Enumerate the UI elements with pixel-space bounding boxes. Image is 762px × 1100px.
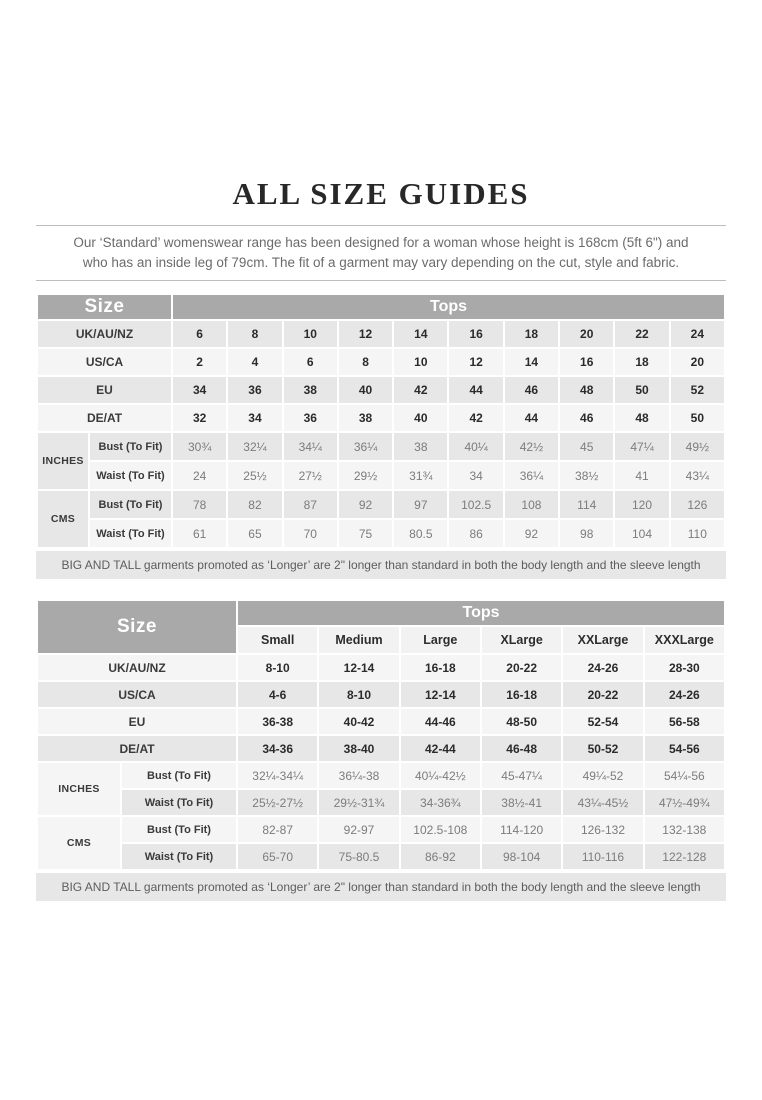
- size-value-cell: 24-26: [562, 654, 643, 681]
- size-value-cell: 42: [448, 404, 503, 432]
- size-value-cell: 28-30: [644, 654, 725, 681]
- size-value-cell: 56-58: [644, 708, 725, 735]
- measure-value-cell: 27½: [283, 461, 338, 490]
- size-value-cell: 46: [559, 404, 614, 432]
- measure-value-cell: 92: [338, 490, 393, 519]
- size-value-cell: 36: [283, 404, 338, 432]
- size-value-cell: 40-42: [318, 708, 399, 735]
- measure-label-cell: Bust (To Fit): [121, 816, 237, 843]
- size-tables: [36, 293, 726, 901]
- measure-value-cell: 43¼-45½: [562, 789, 643, 816]
- page-title: ALL SIZE GUIDES: [232, 176, 530, 211]
- measure-value-cell: 92: [504, 519, 559, 548]
- size-value-cell: 50: [614, 376, 669, 404]
- measure-value-cell: 42½: [504, 432, 559, 461]
- measure-value-cell: 92-97: [318, 816, 399, 843]
- measure-value-cell: 87: [283, 490, 338, 519]
- size-value-cell: 16: [559, 348, 614, 376]
- measure-value-cell: 25½: [227, 461, 282, 490]
- size-value-cell: 44-46: [400, 708, 481, 735]
- measure-value-cell: 34: [448, 461, 503, 490]
- column-header: XLarge: [481, 626, 562, 654]
- size-value-cell: 50: [670, 404, 725, 432]
- size-value-cell: 16-18: [400, 654, 481, 681]
- size-value-cell: 6: [283, 348, 338, 376]
- size-value-cell: 38: [283, 376, 338, 404]
- size-value-cell: 20-22: [562, 681, 643, 708]
- size-value-cell: 40: [338, 376, 393, 404]
- measure-value-cell: 61: [172, 519, 227, 548]
- size-value-cell: 10: [283, 320, 338, 348]
- size-value-cell: 32: [172, 404, 227, 432]
- measure-value-cell: 126: [670, 490, 725, 519]
- size-value-cell: 18: [504, 320, 559, 348]
- measure-value-cell: 54¼-56: [644, 762, 725, 789]
- measure-value-cell: 82: [227, 490, 282, 519]
- big-and-tall-note: BIG AND TALL garments promoted as ‘Longer’ are 2" longer than standard in both the body length and the sleeve length: [36, 551, 726, 579]
- measure-label-cell: Waist (To Fit): [121, 789, 237, 816]
- measure-value-cell: 82-87: [237, 816, 318, 843]
- size-value-cell: 12-14: [318, 654, 399, 681]
- measure-value-cell: 65: [227, 519, 282, 548]
- size-value-cell: 6: [172, 320, 227, 348]
- measure-value-cell: 98-104: [481, 843, 562, 870]
- measure-value-cell: 114: [559, 490, 614, 519]
- measure-label-cell: Bust (To Fit): [89, 432, 172, 461]
- size-value-cell: 12: [338, 320, 393, 348]
- size-value-cell: 4-6: [237, 681, 318, 708]
- measure-value-cell: 114-120: [481, 816, 562, 843]
- intro-line-1: Our ‘Standard’ womenswear range has been designed for a woman whose height is 168cm (5ft 6") and: [73, 235, 689, 250]
- measure-value-cell: 36¼: [504, 461, 559, 490]
- measure-value-cell: 38½-41: [481, 789, 562, 816]
- measure-value-cell: 45: [559, 432, 614, 461]
- measure-value-cell: 34¼: [283, 432, 338, 461]
- measure-value-cell: 80.5: [393, 519, 448, 548]
- size-value-cell: 50-52: [562, 735, 643, 762]
- measure-value-cell: 70: [283, 519, 338, 548]
- alpha-size-table-block: [36, 599, 726, 901]
- region-label-cell: US/CA: [37, 348, 172, 376]
- size-value-cell: 10: [393, 348, 448, 376]
- size-value-cell: 22: [614, 320, 669, 348]
- measure-label-cell: Bust (To Fit): [121, 762, 237, 789]
- measure-value-cell: 102.5-108: [400, 816, 481, 843]
- column-header: XXLarge: [562, 626, 643, 654]
- region-label-cell: UK/AU/NZ: [37, 654, 237, 681]
- measure-value-cell: 75: [338, 519, 393, 548]
- measure-value-cell: 31¾: [393, 461, 448, 490]
- size-value-cell: 46: [504, 376, 559, 404]
- column-header: Large: [400, 626, 481, 654]
- measure-value-cell: 110: [670, 519, 725, 548]
- big-and-tall-note: BIG AND TALL garments promoted as ‘Longer’ are 2" longer than standard in both the body length and the sleeve length: [36, 873, 726, 901]
- size-value-cell: 12-14: [400, 681, 481, 708]
- measure-value-cell: 78: [172, 490, 227, 519]
- region-label-cell: US/CA: [37, 681, 237, 708]
- measure-value-cell: 110-116: [562, 843, 643, 870]
- size-value-cell: 14: [393, 320, 448, 348]
- measure-value-cell: 102.5: [448, 490, 503, 519]
- size-value-cell: 36: [227, 376, 282, 404]
- size-corner-header: Size: [37, 294, 172, 320]
- size-guide-content: [36, 176, 726, 901]
- measure-value-cell: 132-138: [644, 816, 725, 843]
- size-value-cell: 16: [448, 320, 503, 348]
- size-value-cell: 42: [393, 376, 448, 404]
- size-value-cell: 46-48: [481, 735, 562, 762]
- measure-value-cell: 24: [172, 461, 227, 490]
- size-value-cell: 8: [338, 348, 393, 376]
- size-value-cell: 8-10: [237, 654, 318, 681]
- measure-value-cell: 65-70: [237, 843, 318, 870]
- size-value-cell: 48-50: [481, 708, 562, 735]
- size-value-cell: 40: [393, 404, 448, 432]
- category-header: Tops: [237, 600, 725, 626]
- size-value-cell: 52-54: [562, 708, 643, 735]
- size-value-cell: 34-36: [237, 735, 318, 762]
- size-value-cell: 20: [670, 348, 725, 376]
- measure-value-cell: 98: [559, 519, 614, 548]
- size-value-cell: 4: [227, 348, 282, 376]
- measure-value-cell: 126-132: [562, 816, 643, 843]
- column-header: Medium: [318, 626, 399, 654]
- measure-value-cell: 29½: [338, 461, 393, 490]
- measure-value-cell: 49¼-52: [562, 762, 643, 789]
- unit-label-cell: CMS: [37, 490, 89, 548]
- measure-value-cell: 32¼: [227, 432, 282, 461]
- measure-value-cell: 86-92: [400, 843, 481, 870]
- size-corner-header: Size: [37, 600, 237, 654]
- region-label-cell: UK/AU/NZ: [37, 320, 172, 348]
- unit-label-cell: INCHES: [37, 432, 89, 490]
- measure-value-cell: 40¼-42½: [400, 762, 481, 789]
- size-value-cell: 34: [172, 376, 227, 404]
- measure-value-cell: 36¼: [338, 432, 393, 461]
- measure-value-cell: 75-80.5: [318, 843, 399, 870]
- size-value-cell: 44: [448, 376, 503, 404]
- measure-value-cell: 47½-49¾: [644, 789, 725, 816]
- measure-label-cell: Waist (To Fit): [89, 461, 172, 490]
- measure-value-cell: 32¼-34¼: [237, 762, 318, 789]
- measure-value-cell: 108: [504, 490, 559, 519]
- measure-value-cell: 41: [614, 461, 669, 490]
- measure-value-cell: 122-128: [644, 843, 725, 870]
- measure-value-cell: 45-47¼: [481, 762, 562, 789]
- measure-value-cell: 38½: [559, 461, 614, 490]
- size-value-cell: 8-10: [318, 681, 399, 708]
- size-value-cell: 42-44: [400, 735, 481, 762]
- size-value-cell: 24-26: [644, 681, 725, 708]
- size-value-cell: 38: [338, 404, 393, 432]
- measure-value-cell: 29½-31¾: [318, 789, 399, 816]
- size-value-cell: 52: [670, 376, 725, 404]
- intro-text: [41, 233, 721, 273]
- measure-value-cell: 49½: [670, 432, 725, 461]
- numeric-size-table-block: [36, 293, 726, 579]
- size-value-cell: 2: [172, 348, 227, 376]
- numeric-size-table: [36, 293, 726, 549]
- region-label-cell: DE/AT: [37, 404, 172, 432]
- size-value-cell: 38-40: [318, 735, 399, 762]
- column-header: Small: [237, 626, 318, 654]
- measure-value-cell: 120: [614, 490, 669, 519]
- category-header: Tops: [172, 294, 725, 320]
- size-value-cell: 44: [504, 404, 559, 432]
- measure-value-cell: 40¼: [448, 432, 503, 461]
- size-value-cell: 20: [559, 320, 614, 348]
- size-value-cell: 20-22: [481, 654, 562, 681]
- measure-value-cell: 30¾: [172, 432, 227, 461]
- divider-bottom: [36, 280, 726, 281]
- size-value-cell: 36-38: [237, 708, 318, 735]
- size-value-cell: 48: [559, 376, 614, 404]
- size-value-cell: 48: [614, 404, 669, 432]
- measure-value-cell: 43¼: [670, 461, 725, 490]
- measure-value-cell: 97: [393, 490, 448, 519]
- size-value-cell: 34: [227, 404, 282, 432]
- region-label-cell: EU: [37, 376, 172, 404]
- unit-label-cell: INCHES: [37, 762, 121, 816]
- size-value-cell: 8: [227, 320, 282, 348]
- measure-value-cell: 47¼: [614, 432, 669, 461]
- measure-value-cell: 25½-27½: [237, 789, 318, 816]
- size-value-cell: 16-18: [481, 681, 562, 708]
- divider-top: [36, 225, 726, 226]
- measure-value-cell: 104: [614, 519, 669, 548]
- unit-label-cell: CMS: [37, 816, 121, 870]
- measure-value-cell: 86: [448, 519, 503, 548]
- alpha-size-table: [36, 599, 726, 871]
- region-label-cell: DE/AT: [37, 735, 237, 762]
- size-value-cell: 54-56: [644, 735, 725, 762]
- measure-value-cell: 38: [393, 432, 448, 461]
- measure-value-cell: 36¼-38: [318, 762, 399, 789]
- column-header: XXXLarge: [644, 626, 725, 654]
- measure-label-cell: Waist (To Fit): [121, 843, 237, 870]
- size-value-cell: 12: [448, 348, 503, 376]
- measure-label-cell: Bust (To Fit): [89, 490, 172, 519]
- measure-label-cell: Waist (To Fit): [89, 519, 172, 548]
- size-value-cell: 24: [670, 320, 725, 348]
- size-value-cell: 18: [614, 348, 669, 376]
- region-label-cell: EU: [37, 708, 237, 735]
- size-value-cell: 14: [504, 348, 559, 376]
- measure-value-cell: 34-36¾: [400, 789, 481, 816]
- intro-line-2: who has an inside leg of 79cm. The fit of a garment may vary depending on the cut, style and fabric.: [82, 255, 680, 270]
